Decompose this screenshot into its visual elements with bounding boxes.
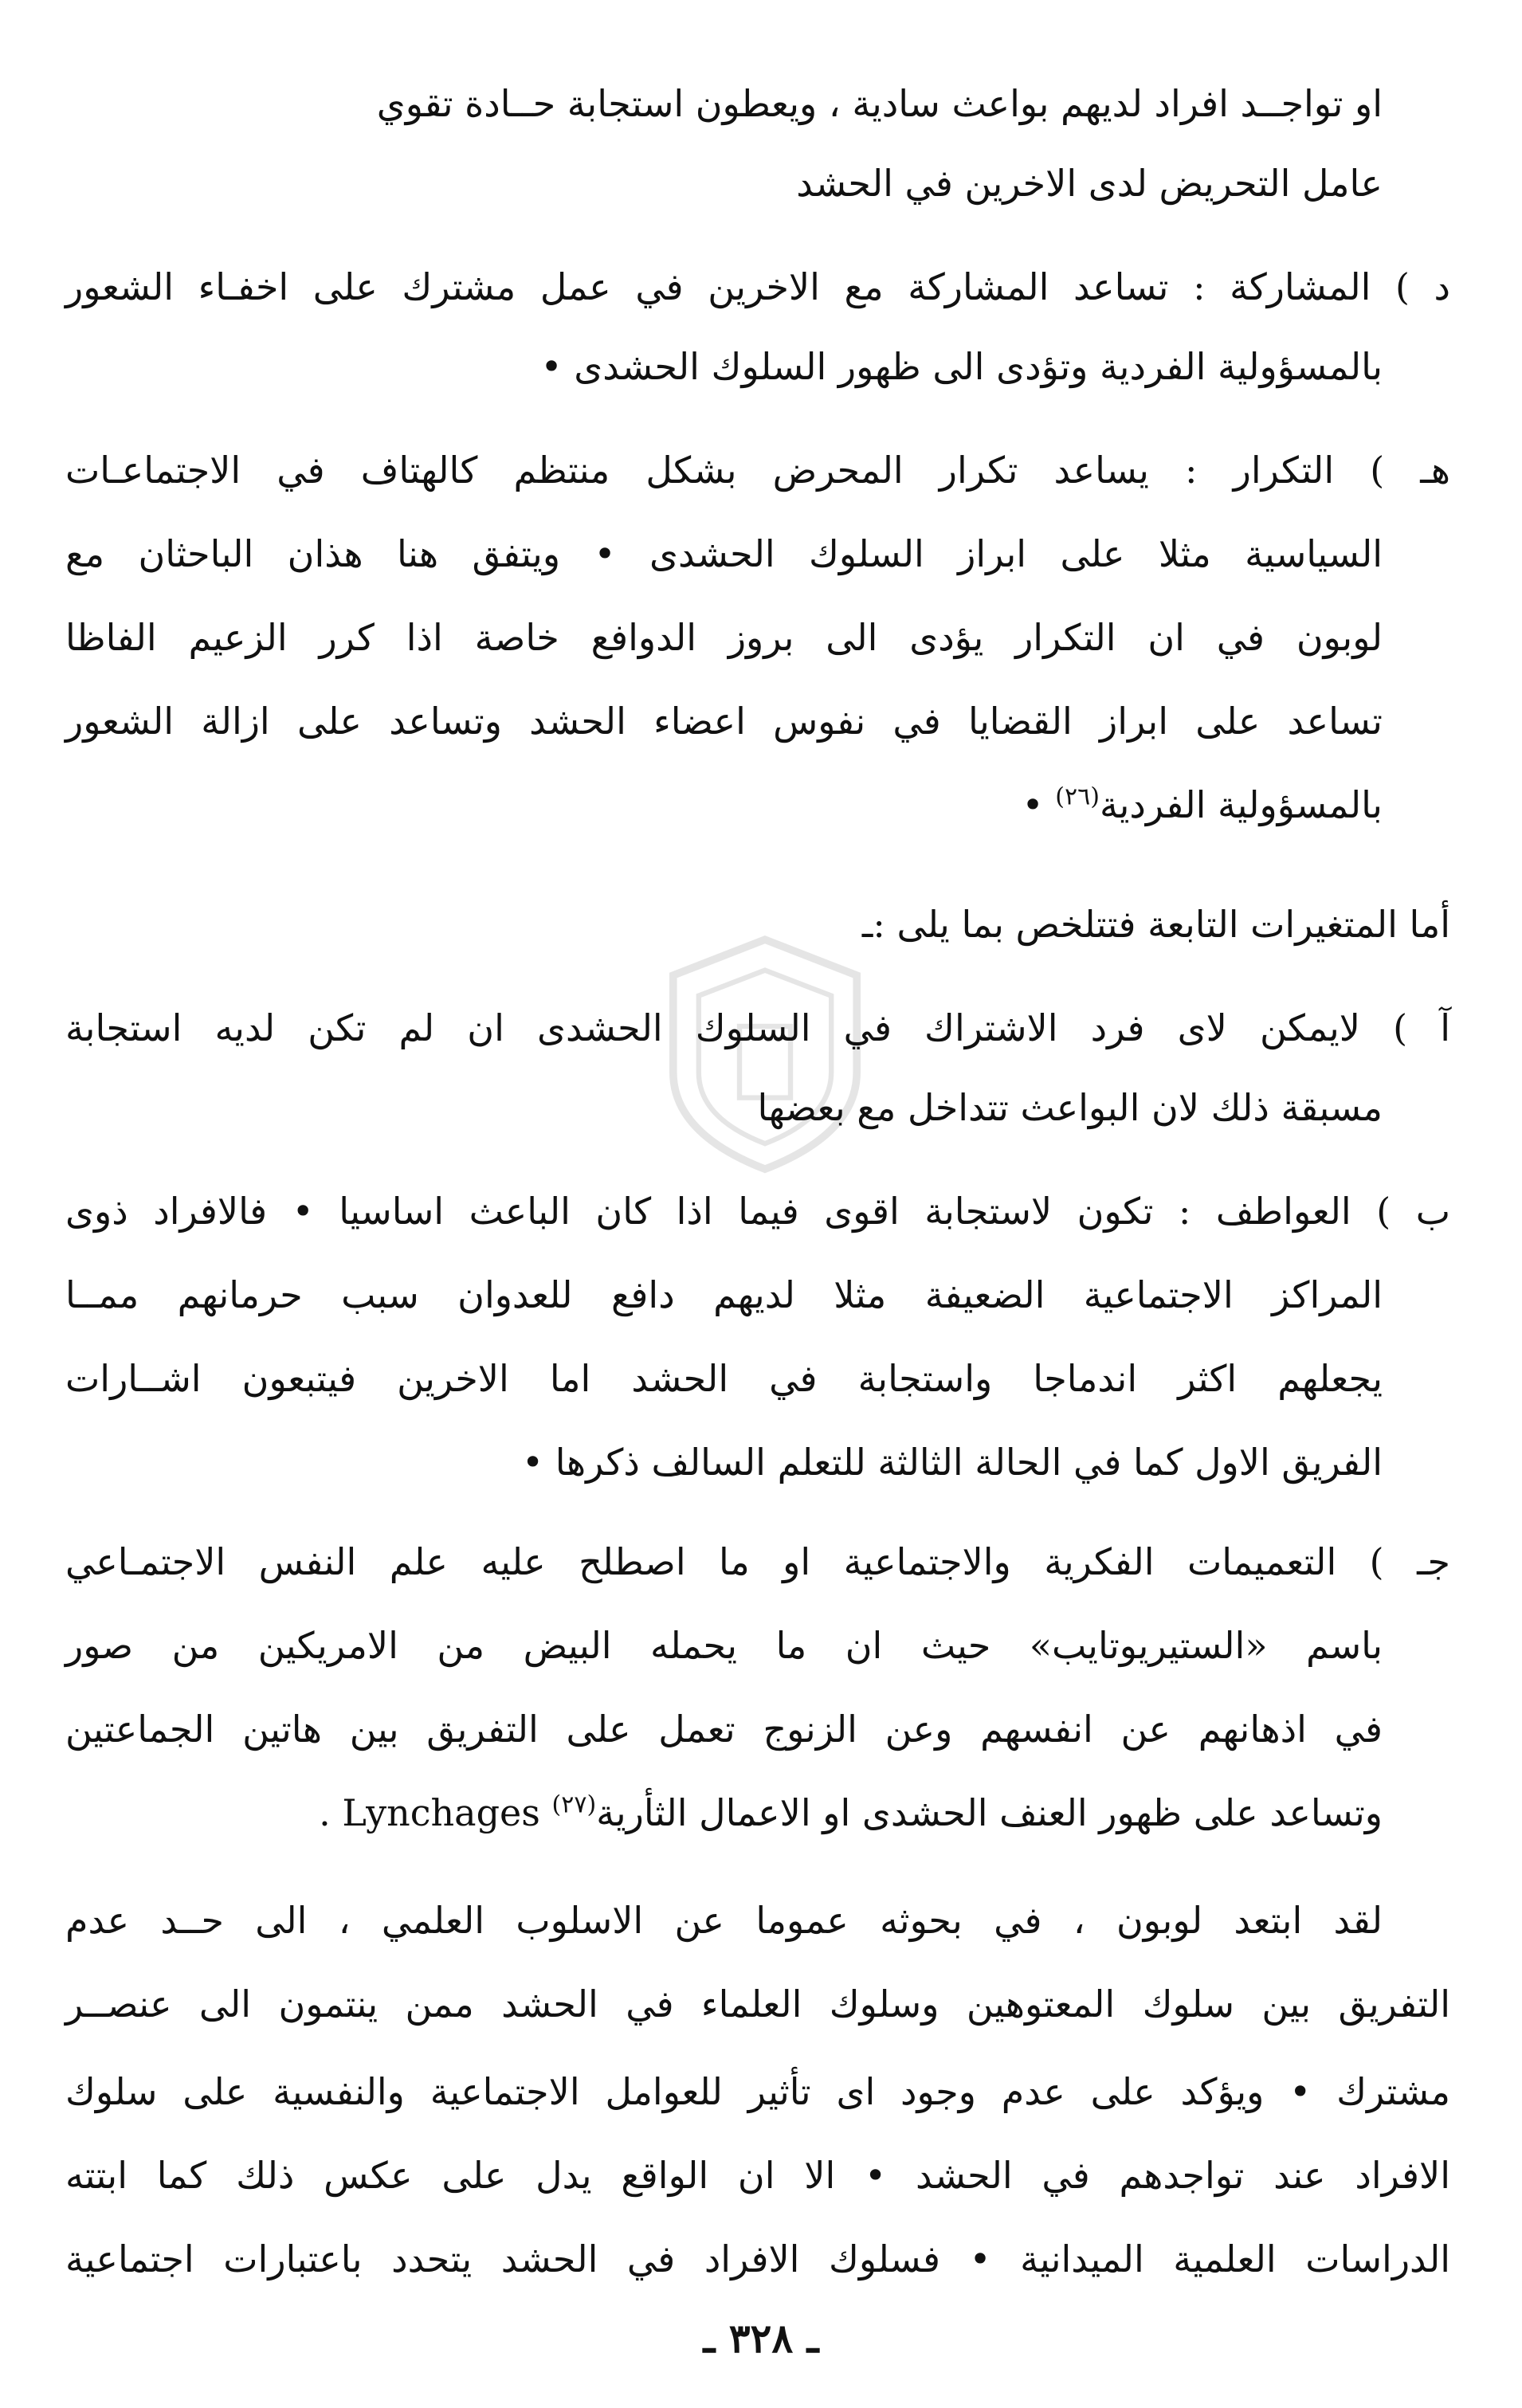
item-j-line-4: [65, 1785, 1383, 1841]
item-j-line-4-end: .: [319, 1791, 343, 1834]
footnote-ref-27: (٢٧): [551, 1790, 597, 1819]
item-h-line-5-text: بالمسؤولية الفردية: [1099, 783, 1383, 826]
item-j-line-1: جـ ) التعميمات الفكرية والاجتماعية او ما اصطلح عليه علم النفس الاجتمـاعي: [65, 1540, 1450, 1583]
text-line-2: عامل التحريض لدى الاخرين في الحشد: [796, 162, 1383, 205]
item-b-line-1: ب ) العواطف : تكون لاستجابة اقوى فيما اذا كان الباعث اساسيا • فالافراد ذوى: [65, 1190, 1450, 1233]
text-line-1: او تواجــد افراد لديهم بواعث سادية ، ويعطون استجابة حــادة تقوي: [376, 82, 1383, 125]
item-h-line-1: هـ ) التكرار : يساعد تكرار المحرض بشكل منتظم كالهتاف في الاجتماعـات: [65, 449, 1450, 492]
item-b-line-4: الفريق الاول كما في الحالة الثالثة للتعلم السالف ذكرها •: [522, 1441, 1383, 1484]
paragraph-line-2: التفريق بين سلوك المعتوهين وسلوك العلماء في الحشد ممن ينتمون الى عنصــر: [65, 1982, 1450, 2026]
item-h-line-2: السياسية مثلا على ابراز السلوك الحشدى • ويتفق هنا هذان الباحثان مع: [65, 532, 1383, 575]
item-a-line-2: مسبقة ذلك لان البواعث تتداخل مع بعضها: [757, 1086, 1383, 1129]
item-h-line-5-end: •: [1022, 783, 1056, 826]
item-h-line-4: تساعد على ابراز القضايا في نفوس اعضاء الحشد وتساعد على ازالة الشعور: [65, 700, 1383, 743]
page-number: ـ ٣٢٨ ـ: [703, 2315, 819, 2362]
term-lynchages: Lynchages: [342, 1791, 540, 1834]
paragraph-line-4: الافراد عند تواجدهم في الحشد • الا ان الواقع يدل على عكس ذلك كما ابتته: [65, 2154, 1450, 2197]
item-d-line-2: بالمسؤولية الفردية وتؤدى الى ظهور السلوك الحشدى •: [540, 345, 1383, 388]
item-j-line-4-text: وتساعد على ظهور العنف الحشدى او الاعمال الثأرية: [596, 1791, 1383, 1834]
paragraph-line-1: لقد ابتعد لوبون ، في بحوثه عموما عن الاسلوب العلمي ، الى حــد عدم: [65, 1899, 1383, 1942]
intro-line: أما المتغيرات التابعة فتتلخص بما يلى :ـ: [861, 903, 1450, 946]
item-b-line-2: المراكز الاجتماعية الضعيفة مثلا لديهم دافع للعدوان سبب حرمانهم ممــا: [65, 1273, 1383, 1316]
item-h-line-5: [65, 777, 1383, 833]
item-h-line-3: لوبون في ان التكرار يؤدى الى بروز الدوافع خاصة اذا كرر الزعيم الفاظا: [65, 616, 1383, 659]
item-j-line-2: باسم «الستيريوتايب» حيث ان ما يحمله البيض من الامريكين من صور: [65, 1624, 1383, 1667]
item-d-line-1: د ) المشاركة : تساعد المشاركة مع الاخرين في عمل مشترك على اخفـاء الشعور: [65, 265, 1450, 308]
paragraph-line-5: الدراسات العلمية الميدانية • فسلوك الافراد في الحشد يتحدد باعتبارات اجتماعية: [65, 2237, 1450, 2281]
item-a-line-1: آ ) لايمكن لاى فرد الاشتراك في السلوك الحشدى ان لم تكن لديه استجابة: [65, 1006, 1450, 1049]
item-j-line-3: في اذهانهم عن انفسهم وعن الزنوج تعمل على التفريق بين هاتين الجماعتين: [65, 1708, 1383, 1751]
footnote-ref-26: (٢٦): [1055, 782, 1100, 811]
item-b-line-3: يجعلهم اكثر اندماجا واستجابة في الحشد اما الاخرين فيتبعون اشــارات: [65, 1357, 1383, 1400]
paragraph-line-3: مشترك • ويؤكد على عدم وجود اى تأثير للعوامل الاجتماعية والنفسية على سلوك: [65, 2070, 1450, 2113]
